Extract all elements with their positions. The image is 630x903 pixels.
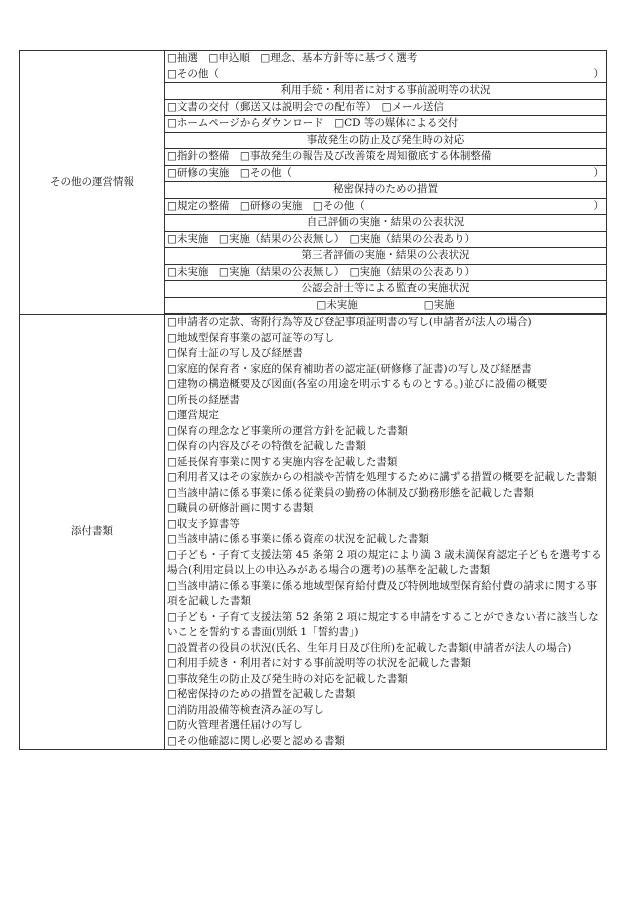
- third-eval-header: 第三者評価の実施・結果の公表状況: [165, 248, 607, 265]
- selection-row: [20, 51, 607, 83]
- third-eval-options[interactable]: □未実施 □実施（結果の公表無し） □実施（結果の公表あり）: [165, 264, 607, 281]
- accident-other-label[interactable]: □研修の実施 □その他（: [167, 166, 292, 179]
- attachment-item[interactable]: □利用者又はその家族からの相談や苦情を処理するために講ずる措置の概要を記載した書類: [167, 471, 597, 483]
- audit-implemented[interactable]: □実施: [423, 298, 455, 311]
- application-form-table: [19, 50, 607, 750]
- confidentiality-other-close: ）: [593, 199, 604, 212]
- attachment-item[interactable]: □子ども・子育て支援法第 52 条第 2 項に規定する申請をすることができない者に該当しないことを誓約する書面(別紙 1「誓約書」): [167, 610, 599, 638]
- audit-not-implemented[interactable]: □未実施: [316, 298, 358, 311]
- attachment-item[interactable]: □当該申請に係る事業に係る資産の状況を記載した書類: [167, 533, 429, 545]
- attachment-item[interactable]: □申請者の定款、寄附行為等及び登記事項証明書の写し(申請者が法人の場合): [167, 316, 532, 328]
- attachment-item[interactable]: □防火管理者選任届けの写し: [167, 719, 303, 731]
- accident-options-1[interactable]: □指針の整備 □事故発生の報告及び改善策を周知徹底する体制整備: [165, 149, 607, 166]
- attachments-list: [165, 315, 607, 750]
- attachment-item[interactable]: □秘密保持のための措置を記載した書類: [167, 688, 356, 700]
- self-eval-options[interactable]: □未実施 □実施（結果の公表無し） □実施（結果の公表あり）: [165, 231, 607, 248]
- attachment-item[interactable]: □消防用設備等検査済み証の写し: [167, 703, 324, 716]
- attachments-row: [20, 315, 607, 750]
- attachment-item[interactable]: □地域型保育事業の認可証等の写し: [167, 331, 335, 344]
- selection-other-label[interactable]: □その他（: [167, 67, 219, 80]
- attachment-item[interactable]: □設置者の役員の状況(氏名、生年月日及び住所)を記載した書類(申請者が法人の場合): [167, 641, 572, 654]
- attachment-item[interactable]: □延長保育事業に関する実施内容を記載した書類: [167, 455, 398, 468]
- attachment-item[interactable]: □当該申請に係る事業に係る地域型保育給付費及び特例地域型保育給付費の請求に関する事項を記載した書類: [167, 579, 597, 607]
- confidentiality-header: 秘密保持のための措置: [165, 182, 607, 199]
- attachment-item[interactable]: □収支予算書等: [167, 517, 240, 530]
- accident-other-close: ）: [593, 166, 604, 179]
- attachment-item[interactable]: □保育の理念など事業所の運営方針を記載した書類: [167, 424, 408, 437]
- selection-method-cell[interactable]: [165, 51, 607, 83]
- audit-header: 公認会計士等による監査の実施状況: [165, 281, 607, 298]
- selection-other-close: ）: [593, 67, 604, 80]
- attachment-item[interactable]: □家庭的保育者・家庭的保育補助者の認定証(研修修了証書)の写し及び経歴書: [167, 362, 532, 375]
- attachment-item[interactable]: □運営規定: [167, 409, 219, 421]
- confidentiality-other-label[interactable]: □規定の整備 □研修の実施 □その他（: [167, 199, 365, 212]
- explanation-options-1[interactable]: □文書の交付（郵送又は説明会での配布等） □メール送信: [165, 99, 607, 116]
- attachment-item[interactable]: □職員の研修計画に関する書類: [167, 502, 314, 514]
- attachments-label: 添付書類: [20, 315, 165, 750]
- attachment-item[interactable]: □利用手続き・利用者に対する事前説明等の状況を記載した書類: [167, 657, 471, 669]
- accident-header: 事故発生の防止及び発生時の対応: [165, 132, 607, 149]
- attachment-item[interactable]: □建物の構造概要及び図面(各室の用途を明示するものとする。)並びに設備の概要: [167, 378, 548, 390]
- attachment-item[interactable]: □当該申請に係る事業に係る従業員の勤務の体制及び勤務形態を記載した書類: [167, 486, 534, 499]
- self-eval-header: 自己評価の実施・結果の公表状況: [165, 215, 607, 232]
- operations-label: その他の運営情報: [20, 51, 165, 315]
- attachment-item[interactable]: □保育士証の写し及び経歴書: [167, 347, 303, 359]
- attachment-item[interactable]: □その他確認に関し必要と認める書類: [167, 734, 345, 747]
- confidentiality-options[interactable]: [165, 198, 607, 215]
- explanation-options-2[interactable]: □ホームページからダウンロード □CD 等の媒体による交付: [165, 116, 607, 133]
- attachment-item[interactable]: □保育の内容及びその特徴を記載した書類: [167, 440, 366, 452]
- accident-options-2[interactable]: [165, 165, 607, 182]
- selection-other[interactable]: [167, 67, 604, 83]
- attachment-item[interactable]: □所長の経歴書: [167, 393, 240, 406]
- selection-options[interactable]: □抽選 □申込順 □理念、基本方針等に基づく選考: [167, 52, 418, 64]
- attachment-item[interactable]: □事故発生の防止及び発生時の対応を記載した書類: [167, 672, 408, 685]
- attachment-item[interactable]: □子ども・子育て支援法第 45 条第 2 項の規定により満 3 歳未満保育認定子どもを選考する場合(利用定員以上の申込みがある場合の選考)の基準を記載した書類: [167, 548, 602, 576]
- audit-options[interactable]: [165, 297, 607, 314]
- explanation-header: 利用手続・利用者に対する事前説明等の状況: [165, 83, 607, 100]
